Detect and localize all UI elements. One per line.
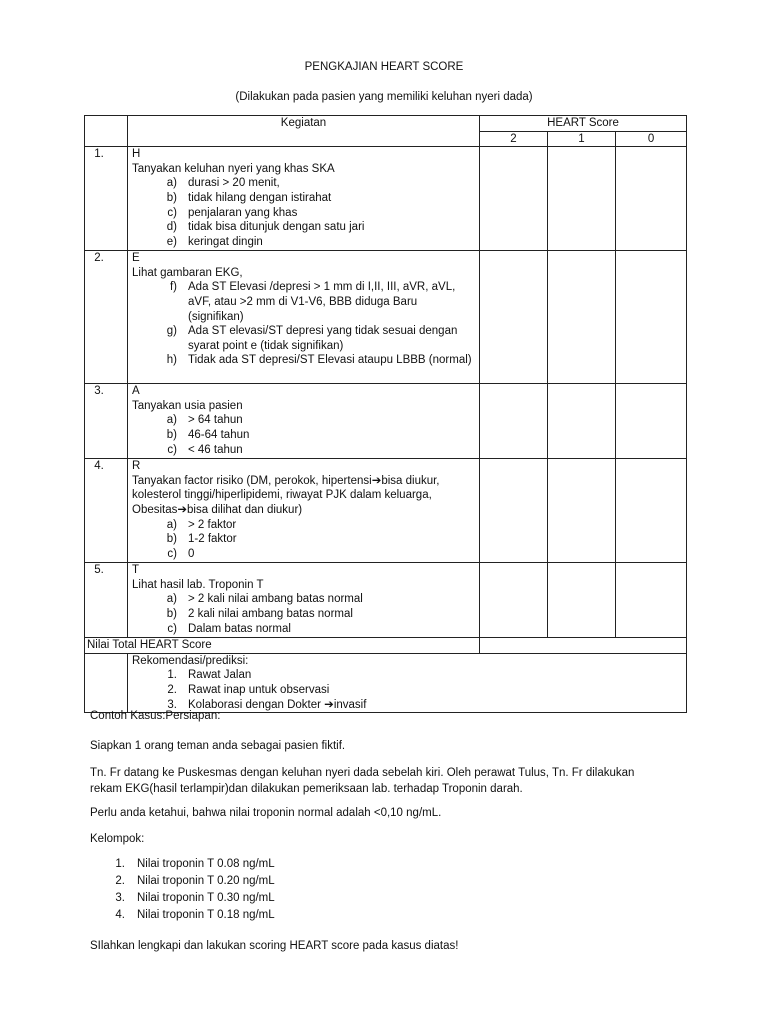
score-col-0: 0 bbox=[616, 131, 687, 147]
group-marker: 2. bbox=[115, 875, 125, 887]
page-subtitle: (Dilakukan pada pasien yang memiliki keluhan nyeri dada) bbox=[235, 91, 533, 103]
option-list bbox=[132, 176, 475, 249]
total-label: Nilai Total HEART Score bbox=[85, 638, 480, 654]
option-text: penjalaran yang khas bbox=[188, 206, 298, 219]
option-text: 46-64 tahun bbox=[188, 428, 250, 441]
option-item bbox=[132, 532, 475, 547]
group-text: Nilai troponin T 0.30 ng/mL bbox=[137, 892, 275, 904]
group-item bbox=[90, 891, 690, 908]
row-content bbox=[128, 251, 480, 384]
score-cell-1[interactable] bbox=[548, 563, 616, 638]
header-activity: Kegiatan bbox=[128, 116, 480, 147]
recommendation-text-part: invasif bbox=[333, 698, 367, 711]
score-col-1: 1 bbox=[548, 131, 616, 147]
option-text: 1-2 faktor bbox=[188, 533, 237, 546]
group-marker: 3. bbox=[115, 892, 125, 904]
option-item bbox=[132, 280, 475, 324]
option-text: Dalam batas normal bbox=[188, 622, 291, 635]
arrow-icon: ➔ bbox=[371, 474, 382, 487]
group-list bbox=[90, 857, 690, 925]
option-marker: h) bbox=[166, 354, 177, 367]
case-preparation: Siapkan 1 orang teman anda sebagai pasien fiktif. bbox=[90, 740, 346, 752]
table-row-troponin bbox=[85, 563, 687, 638]
arrow-icon: ➔ bbox=[177, 503, 188, 516]
group-item bbox=[90, 874, 690, 891]
table-row-risk-factors bbox=[85, 459, 687, 563]
row-criterion: Lihat hasil lab. Troponin T bbox=[132, 578, 264, 591]
option-text: tidak hilang dengan istirahat bbox=[188, 191, 332, 204]
group-text: Nilai troponin T 0.18 ng/mL bbox=[137, 909, 275, 921]
table-row-history bbox=[85, 147, 687, 251]
option-marker: b) bbox=[166, 607, 177, 620]
option-list bbox=[132, 592, 475, 636]
score-cell-0[interactable] bbox=[616, 147, 687, 251]
option-marker: a) bbox=[166, 177, 177, 190]
case-story: Tn. Fr datang ke Puskesmas dengan keluhan nyeri dada sebelah kiri. Oleh perawat Tulus, Tn. Fr dilakukan rekam EKG(hasil terlampir)dan dilakukan pemeriksaan lab. terhadap Troponin darah. bbox=[90, 767, 635, 795]
score-cell-1[interactable] bbox=[548, 459, 616, 563]
option-text: > 64 tahun bbox=[188, 414, 243, 427]
option-item bbox=[132, 353, 475, 368]
row-criterion bbox=[132, 474, 475, 518]
group-text: Nilai troponin T 0.20 ng/mL bbox=[137, 875, 275, 887]
option-text: Ada ST Elevasi /depresi > 1 mm di I,II, III, aVR, aVL, aVF, atau >2 mm di V1-V6, BBB diduga Baru (signifikan) bbox=[188, 281, 456, 323]
row-letter: A bbox=[132, 385, 140, 398]
group-label: Kelompok: bbox=[90, 833, 145, 845]
score-cell-2[interactable] bbox=[480, 563, 548, 638]
case-note: Perlu anda ketahui, bahwa nilai troponin normal adalah <0,10 ng/mL. bbox=[90, 807, 442, 819]
table-row-ecg bbox=[85, 251, 687, 384]
group-text: Nilai troponin T 0.08 ng/mL bbox=[137, 858, 275, 870]
row-criterion: Tanyakan usia pasien bbox=[132, 399, 243, 412]
case-instruction: SIlahkan lengkapi dan lakukan scoring HEART score pada kasus diatas! bbox=[90, 940, 459, 952]
score-cell-0[interactable] bbox=[616, 251, 687, 384]
option-item bbox=[132, 176, 475, 191]
option-marker: a) bbox=[166, 518, 177, 531]
table-header-row bbox=[85, 116, 687, 132]
row-letter: E bbox=[132, 252, 140, 265]
row-number: 5. bbox=[85, 563, 128, 638]
group-marker: 1. bbox=[115, 858, 125, 870]
recommendation-item bbox=[132, 668, 682, 683]
row-criterion: Lihat gambaran EKG, bbox=[132, 266, 243, 279]
option-text: 2 kali nilai ambang batas normal bbox=[188, 607, 353, 620]
option-text: Ada ST elevasi/ST depresi yang tidak sesuai dengan syarat point e (tidak signifikan) bbox=[188, 325, 458, 352]
option-item bbox=[132, 220, 475, 235]
score-cell-1[interactable] bbox=[548, 251, 616, 384]
option-item bbox=[132, 191, 475, 206]
row-content bbox=[128, 147, 480, 251]
criterion-part: Tanyakan factor risiko (DM, perokok, hipertensi bbox=[132, 474, 372, 487]
table-row-age bbox=[85, 384, 687, 459]
recommendation-blank-cell bbox=[85, 653, 128, 712]
recommendation-title: Rekomendasi/prediksi: bbox=[132, 654, 249, 667]
option-marker: e) bbox=[166, 235, 177, 248]
option-item bbox=[132, 607, 475, 622]
option-marker: b) bbox=[166, 533, 177, 546]
recommendation-content bbox=[128, 653, 687, 712]
score-cell-1[interactable] bbox=[548, 147, 616, 251]
row-number: 1. bbox=[85, 147, 128, 251]
row-letter: T bbox=[132, 564, 140, 577]
recommendation-marker: 1. bbox=[167, 669, 177, 682]
score-cell-0[interactable] bbox=[616, 459, 687, 563]
row-criterion: Tanyakan keluhan nyeri yang khas SKA bbox=[132, 162, 335, 175]
option-text: > 2 faktor bbox=[188, 518, 237, 531]
row-content bbox=[128, 563, 480, 638]
option-list bbox=[132, 518, 475, 562]
option-text: < 46 tahun bbox=[188, 443, 243, 456]
recommendation-text: Rawat Jalan bbox=[188, 669, 252, 682]
option-item bbox=[132, 443, 475, 458]
row-content bbox=[128, 384, 480, 459]
score-cell-2[interactable] bbox=[480, 459, 548, 563]
recommendation-marker: 3. bbox=[167, 698, 177, 711]
option-text: 0 bbox=[188, 547, 195, 560]
option-item bbox=[132, 518, 475, 533]
option-marker: a) bbox=[166, 414, 177, 427]
case-heading: Contoh Kasus:Persiapan: bbox=[90, 710, 221, 722]
score-col-2: 2 bbox=[480, 131, 548, 147]
row-content bbox=[128, 459, 480, 563]
option-list bbox=[132, 413, 475, 457]
option-text: > 2 kali nilai ambang batas normal bbox=[188, 593, 363, 606]
option-list bbox=[132, 280, 475, 368]
option-marker: c) bbox=[167, 622, 177, 635]
option-item bbox=[132, 547, 475, 562]
total-score-cell[interactable] bbox=[480, 638, 687, 654]
option-item bbox=[132, 428, 475, 443]
option-marker: f) bbox=[169, 281, 177, 294]
recommendation-marker: 2. bbox=[167, 683, 177, 696]
group-item bbox=[90, 857, 690, 874]
criterion-part: bisa dilihat dan diukur) bbox=[187, 503, 303, 516]
recommendation-text-part: Kolaborasi dengan Dokter bbox=[188, 698, 325, 711]
score-cell-0[interactable] bbox=[616, 563, 687, 638]
row-number: 3. bbox=[85, 384, 128, 459]
option-marker: a) bbox=[166, 593, 177, 606]
header-heart-score: HEART Score bbox=[480, 116, 687, 132]
option-marker: c) bbox=[167, 547, 177, 560]
group-item bbox=[90, 908, 690, 925]
group-marker: 4. bbox=[115, 909, 125, 921]
option-marker: b) bbox=[166, 191, 177, 204]
row-number: 4. bbox=[85, 459, 128, 563]
table-row-recommendation bbox=[85, 653, 687, 712]
score-cell-2[interactable] bbox=[480, 147, 548, 251]
option-text: durasi > 20 menit, bbox=[188, 177, 280, 190]
row-letter: H bbox=[132, 148, 141, 161]
heart-score-table bbox=[84, 115, 687, 713]
header-blank-cell bbox=[85, 116, 128, 147]
criterion-part: bisa diukur, kolesterol tinggi/hiperlipidemi, riwayat PJK dalam keluarga, Obesitas bbox=[132, 474, 440, 516]
table-row-total bbox=[85, 638, 687, 654]
recommendation-text: Rawat inap untuk observasi bbox=[188, 683, 330, 696]
option-text: tidak bisa ditunjuk dengan satu jari bbox=[188, 221, 365, 234]
option-marker: c) bbox=[167, 443, 177, 456]
option-text: keringat dingin bbox=[188, 235, 263, 248]
option-marker: b) bbox=[166, 428, 177, 441]
option-item bbox=[132, 413, 475, 428]
option-item bbox=[132, 622, 475, 637]
option-marker: d) bbox=[166, 221, 177, 234]
option-item bbox=[132, 324, 475, 353]
page-title: PENGKAJIAN HEART SCORE bbox=[304, 61, 464, 73]
score-cell-0[interactable] bbox=[616, 384, 687, 459]
row-letter: R bbox=[132, 460, 141, 473]
option-item bbox=[132, 592, 475, 607]
option-marker: c) bbox=[167, 206, 177, 219]
arrow-icon: ➔ bbox=[324, 698, 334, 711]
option-item bbox=[132, 235, 475, 250]
score-cell-2[interactable] bbox=[480, 384, 548, 459]
option-marker: g) bbox=[166, 325, 177, 338]
row-number: 2. bbox=[85, 251, 128, 384]
score-cell-1[interactable] bbox=[548, 384, 616, 459]
option-item bbox=[132, 206, 475, 221]
recommendation-item bbox=[132, 683, 682, 698]
recommendation-list bbox=[132, 668, 682, 712]
option-text: Tidak ada ST depresi/ST Elevasi ataupu LBBB (normal) bbox=[188, 354, 472, 367]
score-cell-2[interactable] bbox=[480, 251, 548, 384]
